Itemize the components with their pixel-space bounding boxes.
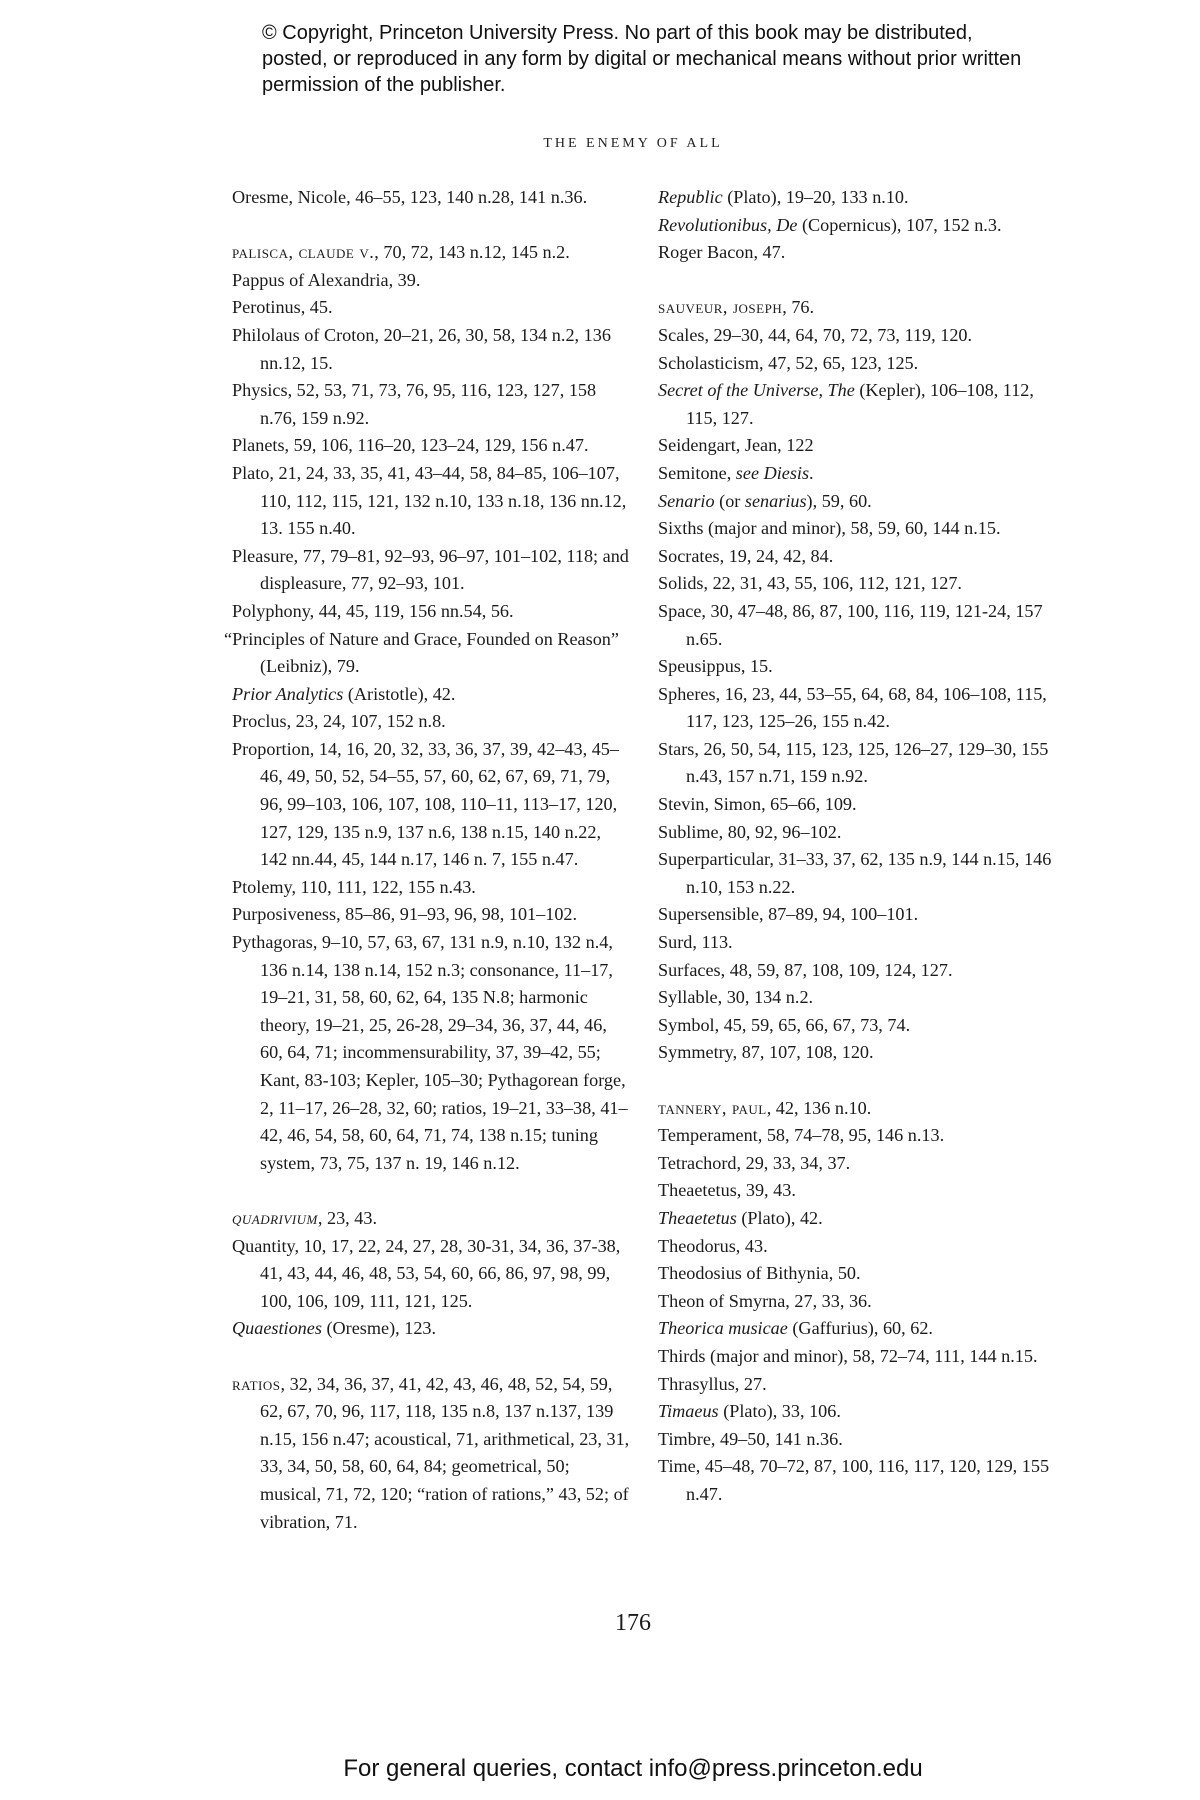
index-entry-text: (or	[714, 490, 745, 511]
index-entry	[658, 1039, 1058, 1067]
index-entry	[232, 1233, 632, 1316]
index-entry	[232, 377, 632, 432]
index-entry	[232, 1205, 632, 1233]
entry-group-gap	[232, 1177, 632, 1205]
index-entry	[232, 681, 632, 709]
index-entry-text: Space, 30, 47–48, 86, 87, 100, 116, 119, 121-24, 157 n.65.	[658, 600, 1043, 649]
index-entry-text: Seidengart, Jean, 122	[658, 435, 814, 456]
index-entry	[658, 432, 1058, 460]
index-entry	[658, 543, 1058, 571]
index-entry-text: Theodorus, 43.	[658, 1235, 768, 1256]
index-entry-text: Pleasure, 77, 79–81, 92–93, 96–97, 101–102, 118; and displeasure, 77, 92–93, 101.	[232, 545, 629, 594]
index-entry-text: Quaestiones	[232, 1318, 322, 1339]
index-entry-text: Ptolemy, 110, 111, 122, 155 n.43.	[232, 876, 476, 897]
index-entry-text: (Aristotle), 42.	[343, 683, 456, 704]
index-entry-text: senarius	[744, 490, 807, 511]
index-entry-text: “Principles of Nature and Grace, Founded on Reason” (Leibniz), 79.	[224, 628, 619, 677]
index-entry-text: Proportion, 14, 16, 20, 32, 33, 36, 37, 39, 42–43, 45–46, 49, 50, 52, 54–55, 57, 60, 62, 67, 69, 71, 79, 96, 99–103, 106, 107, 108, 110–11, 113–17, 120, 127, 129, 135 n.9, 137 n.6, 138 n.15, 140 n.22, 142 nn.44, 45, 144 n.17, 146 n. 7, 155 n.47.	[232, 738, 619, 870]
index-entry	[658, 681, 1058, 736]
index-entry-text: , 42, 136 n.10.	[766, 1097, 872, 1118]
index-entry	[658, 1398, 1058, 1426]
index-entry-text: Theaetetus, 39, 43.	[658, 1180, 796, 1201]
index-entry-text: (Plato), 42.	[736, 1207, 823, 1228]
index-entry-text: Philolaus of Croton, 20–21, 26, 30, 58, 134 n.2, 136 nn.12, 15.	[232, 324, 611, 373]
index-entry-text: Stevin, Simon, 65–66, 109.	[658, 794, 857, 815]
index-entry-text: (Plato), 33, 106.	[718, 1401, 841, 1422]
index-entry-text: ratios	[232, 1373, 281, 1394]
index-entry	[224, 626, 632, 681]
index-entry	[658, 377, 1058, 432]
index-entry	[232, 598, 632, 626]
index-entry	[658, 598, 1058, 653]
index-entry	[658, 1343, 1058, 1371]
index-entry-text: Semitone,	[658, 462, 736, 483]
index-entry	[232, 708, 632, 736]
index-entry	[232, 1371, 632, 1537]
index-entry-text: Planets, 59, 106, 116–20, 123–24, 129, 156 n.47.	[232, 435, 589, 456]
index-entry	[658, 350, 1058, 378]
index-entry-text: Thrasyllus, 27.	[658, 1373, 767, 1394]
index-entry-text: Roger Bacon, 47.	[658, 242, 786, 263]
index-entry-text: Pappus of Alexandria, 39.	[232, 269, 421, 290]
index-entry	[658, 1012, 1058, 1040]
index-entry	[658, 322, 1058, 350]
index-entry	[658, 1177, 1058, 1205]
index-entry	[658, 736, 1058, 791]
running-head: THE ENEMY OF ALL	[543, 136, 723, 151]
index-entry	[658, 1095, 1058, 1123]
index-entry-text: Physics, 52, 53, 71, 73, 76, 95, 116, 123, 127, 158 n.76, 159 n.92.	[232, 380, 597, 428]
index-entry-text: Quantity, 10, 17, 22, 24, 27, 28, 30-31, 34, 36, 37-38, 41, 43, 44, 46, 48, 53, 54, 60, 66, 86, 97, 98, 99, 100, 106, 109, 111, 121, 125.	[232, 1235, 621, 1311]
index-entry	[232, 184, 632, 212]
index-entry	[232, 432, 632, 460]
index-entry	[658, 1150, 1058, 1178]
index-column-right	[658, 184, 1058, 1509]
index-entry	[658, 1260, 1058, 1288]
index-entry-text: Theaetetus	[658, 1207, 737, 1228]
copyright-notice: © Copyright, Princeton University Press. No part of this book may be distributed, posted, or reproduced in any form by digital or mechanical means without prior written permission of the publisher.	[262, 22, 1022, 96]
index-entry-text: ), 59, 60.	[806, 490, 872, 511]
entry-group-gap	[232, 1343, 632, 1371]
index-entry-text: Superparticular, 31–33, 37, 62, 135 n.9, 144 n.15, 146 n.10, 153 n.22.	[658, 849, 1052, 897]
index-entry-text: , 76.	[782, 297, 815, 318]
index-entry-text: .	[809, 462, 814, 483]
index-entry	[232, 267, 632, 295]
index-entry	[232, 874, 632, 902]
index-entry	[658, 1371, 1058, 1399]
index-entry	[232, 322, 632, 377]
index-entry-text: Pythagoras, 9–10, 57, 63, 67, 131 n.9, n.10, 132 n.4, 136 n.14, 138 n.14, 152 n.3; consonance, 11–17, 19–21, 31, 58, 60, 62, 64, 135 N.8; harmonic theory, 19–21, 25, 26-28, 29–34, 36, 37, 44, 46, 60, 64, 71; incommensurability, 37, 39–42, 55; Kant, 83-103; Kepler, 105–30; Pythagorean forge, 2, 11–17, 26–28, 32, 60; ratios, 19–21, 33–38, 41–42, 46, 54, 58, 60, 64, 71, 74, 138 n.15; tuning system, 73, 75, 137 n. 19, 146 n.12.	[232, 932, 628, 1173]
index-entry	[658, 1288, 1058, 1316]
index-entry-text: Theon of Smyrna, 27, 33, 36.	[658, 1290, 872, 1311]
index-entry	[658, 1315, 1058, 1343]
index-entry-text: Symbol, 45, 59, 65, 66, 67, 73, 74.	[658, 1014, 911, 1035]
index-entry-text: Surfaces, 48, 59, 87, 108, 109, 124, 127.	[658, 959, 953, 980]
index-entry-text: Timbre, 49–50, 141 n.36.	[658, 1428, 843, 1449]
index-entry-text: Surd, 113.	[658, 932, 733, 953]
index-entry-text: Time, 45–48, 70–72, 87, 100, 116, 117, 120, 129, 155 n.47.	[658, 1456, 1050, 1504]
index-entry	[232, 901, 632, 929]
index-entry	[658, 984, 1058, 1012]
entry-group-gap	[658, 1067, 1058, 1095]
index-entry	[232, 239, 632, 267]
index-entry-text: sauveur, joseph	[658, 297, 783, 318]
index-entry	[232, 736, 632, 874]
index-entry-text: (Gaffurius), 60, 62.	[787, 1318, 933, 1339]
page-number: 176	[615, 1610, 651, 1636]
index-entry-text: Scales, 29–30, 44, 64, 70, 72, 73, 119, 120.	[658, 324, 973, 345]
index-entry-text: , 23, 43.	[317, 1207, 377, 1228]
index-entry	[232, 929, 632, 1177]
index-entry	[658, 901, 1058, 929]
index-entry-text: Prior Analytics	[232, 683, 344, 704]
index-entry	[658, 1453, 1058, 1508]
index-entry-text: Thirds (major and minor), 58, 72–74, 111, 144 n.15.	[658, 1345, 1038, 1366]
index-entry-text: Scholasticism, 47, 52, 65, 123, 125.	[658, 352, 919, 373]
index-entry-text: Perotinus, 45.	[232, 297, 333, 318]
index-entry-text: Purposiveness, 85–86, 91–93, 96, 98, 101–102.	[232, 904, 578, 925]
index-entry	[232, 294, 632, 322]
index-entry	[658, 488, 1058, 516]
index-entry	[658, 1122, 1058, 1150]
index-entry-text: , 70, 72, 143 n.12, 145 n.2.	[374, 242, 570, 263]
index-entry	[658, 957, 1058, 985]
index-entry	[658, 294, 1058, 322]
index-entry-text: Spheres, 16, 23, 44, 53–55, 64, 68, 84, 106–108, 115, 117, 123, 125–26, 155 n.42.	[658, 683, 1047, 732]
index-entry-text: Syllable, 30, 134 n.2.	[658, 987, 814, 1008]
index-entry	[232, 543, 632, 598]
index-entry	[658, 184, 1058, 212]
index-entry	[658, 570, 1058, 598]
index-entry-text: palisca, claude v.	[232, 242, 375, 263]
index-entry-text: Stars, 26, 50, 54, 115, 123, 125, 126–27, 129–30, 155 n.43, 157 n.71, 159 n.92.	[658, 738, 1049, 787]
index-entry-text: Republic	[658, 187, 723, 207]
index-entry-text: (Plato), 19–20, 133 n.10.	[722, 187, 909, 207]
index-entry-text: Tetrachord, 29, 33, 34, 37.	[658, 1152, 851, 1173]
index-entry-text: Polyphony, 44, 45, 119, 156 nn.54, 56.	[232, 600, 514, 621]
index-entry	[232, 460, 632, 543]
index-entry-text: (Copernicus), 107, 152 n.3.	[797, 214, 1002, 235]
index-entry	[658, 1426, 1058, 1454]
index-entry-text: Senario	[658, 490, 715, 511]
index-entry-text: Oresme, Nicole, 46–55, 123, 140 n.28, 141 n.36.	[232, 187, 588, 207]
index-entry-text: Symmetry, 87, 107, 108, 120.	[658, 1042, 874, 1063]
index-entry	[658, 846, 1058, 901]
index-entry-text: (Kepler), 106–108, 112, 115, 127.	[686, 380, 1034, 428]
index-entry-text: ,	[818, 380, 828, 401]
index-entry	[658, 460, 1058, 488]
index-entry	[658, 1233, 1058, 1261]
index-entry	[658, 929, 1058, 957]
index-entry-text: Sublime, 80, 92, 96–102.	[658, 821, 842, 842]
index-column-left	[224, 184, 632, 1536]
index-entry	[232, 1315, 632, 1343]
index-entry-text: Proclus, 23, 24, 107, 152 n.8.	[232, 711, 446, 732]
index-entry-text: Supersensible, 87–89, 94, 100–101.	[658, 904, 919, 925]
index-entry-text: see Diesis	[735, 462, 810, 483]
index-entry-text: Plato, 21, 24, 33, 35, 41, 43–44, 58, 84–85, 106–107, 110, 112, 115, 121, 132 n.10, 133 n.18, 136 nn.12, 13. 155 n.40.	[232, 462, 627, 539]
index-entry-text: Temperament, 58, 74–78, 95, 146 n.13.	[658, 1125, 945, 1146]
index-entry-text: Theodosius of Bithynia, 50.	[658, 1263, 861, 1284]
index-entry	[658, 819, 1058, 847]
entry-group-gap	[658, 267, 1058, 295]
index-entry-text: Timaeus	[658, 1401, 719, 1422]
index-entry-text: Theorica musicae	[658, 1318, 788, 1339]
entry-group-gap	[232, 212, 632, 240]
index-entry-text: Solids, 22, 31, 43, 55, 106, 112, 121, 127.	[658, 573, 962, 594]
index-entry	[658, 239, 1058, 267]
index-entry-text: Revolutionibus, De	[658, 214, 798, 235]
index-entry-text: Secret of the Universe	[658, 380, 819, 401]
index-entry	[658, 212, 1058, 240]
index-entry-text: The	[827, 380, 855, 401]
index-entry-text: tannery, paul	[658, 1097, 767, 1118]
index-entry	[658, 791, 1058, 819]
index-entry	[658, 515, 1058, 543]
index-entry-text: Speusippus, 15.	[658, 656, 773, 677]
index-entry-text: Sixths (major and minor), 58, 59, 60, 144 n.15.	[658, 518, 1001, 539]
index-entry-text: Socrates, 19, 24, 42, 84.	[658, 545, 834, 566]
index-entry	[658, 1205, 1058, 1233]
index-entry-text: quadrivium	[232, 1207, 318, 1228]
index-entry-text: (Oresme), 123.	[321, 1318, 437, 1339]
footer-contact: For general queries, contact info@press.princeton.edu	[343, 1755, 923, 1782]
index-entry-text: , 32, 34, 36, 37, 41, 42, 43, 46, 48, 52, 54, 59, 62, 67, 70, 96, 117, 118, 135 n.8, 137 n.137, 139 n.15, 156 n.47; acoustical, 71, arithmetical, 23, 31, 33, 34, 50, 58, 60, 64, 84; geometrical, 50; musical, 71, 72, 120; “ration of rations,” 43, 52; of vibration, 71.	[260, 1373, 630, 1532]
index-entry	[658, 653, 1058, 681]
